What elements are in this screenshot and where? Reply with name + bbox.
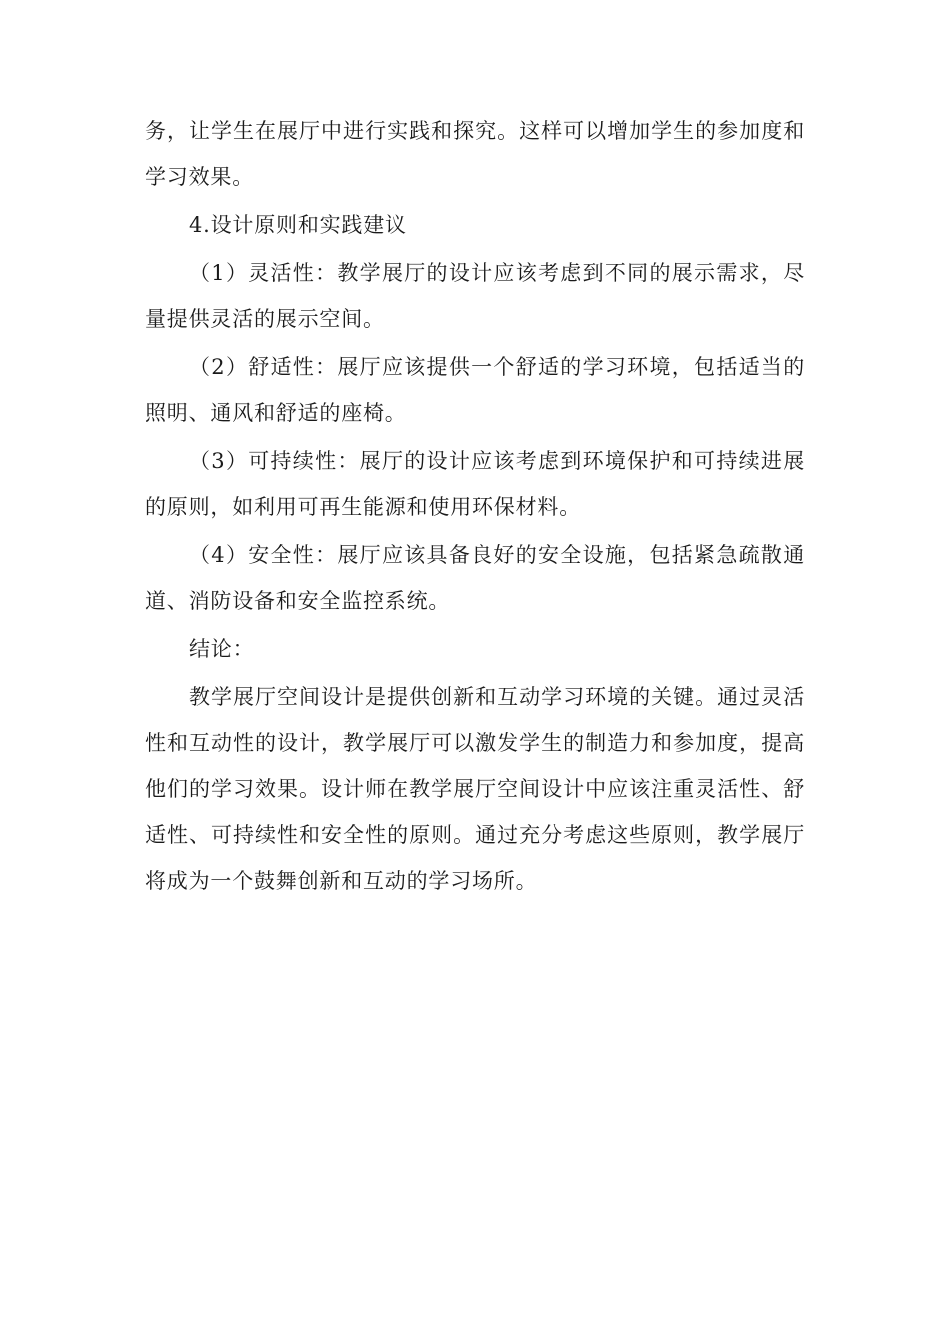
conclusion-heading: 结论：: [189, 637, 255, 661]
paragraph-continuation: 务，让学生在展厅中进行实践和探究。这样可以增加学生的参加度和学习效果。: [145, 119, 805, 189]
paragraph-principle-sustainability: （3）可持续性：展厅的设计应该考虑到环境保护和可持续进展的原则，如利用可再生能源和使用环保材料。: [145, 449, 805, 519]
paragraph-principle-flexibility: （1）灵活性：教学展厅的设计应该考虑到不同的展示需求，尽量提供灵活的展示空间。: [145, 261, 805, 331]
paragraph-principle-comfort: （2）舒适性：展厅应该提供一个舒适的学习环境，包括适当的照明、通风和舒适的座椅。: [145, 355, 805, 425]
document-body: [145, 108, 805, 906]
paragraph-principle-safety: （4）安全性：展厅应该具备良好的安全设施，包括紧急疏散通道、消防设备和安全监控系统。: [145, 543, 805, 613]
section-heading-design-principles: 4.设计原则和实践建议: [189, 213, 407, 237]
paragraph-conclusion: 教学展厅空间设计是提供创新和互动学习环境的关键。通过灵活性和互动性的设计，教学展厅可以激发学生的制造力和参加度，提高他们的学习效果。设计师在教学展厅空间设计中应该注重灵活性、舒适性、可持续性和安全性的原则。通过充分考虑这些原则，教学展厅将成为一个鼓舞创新和互动的学习场所。: [145, 685, 805, 893]
